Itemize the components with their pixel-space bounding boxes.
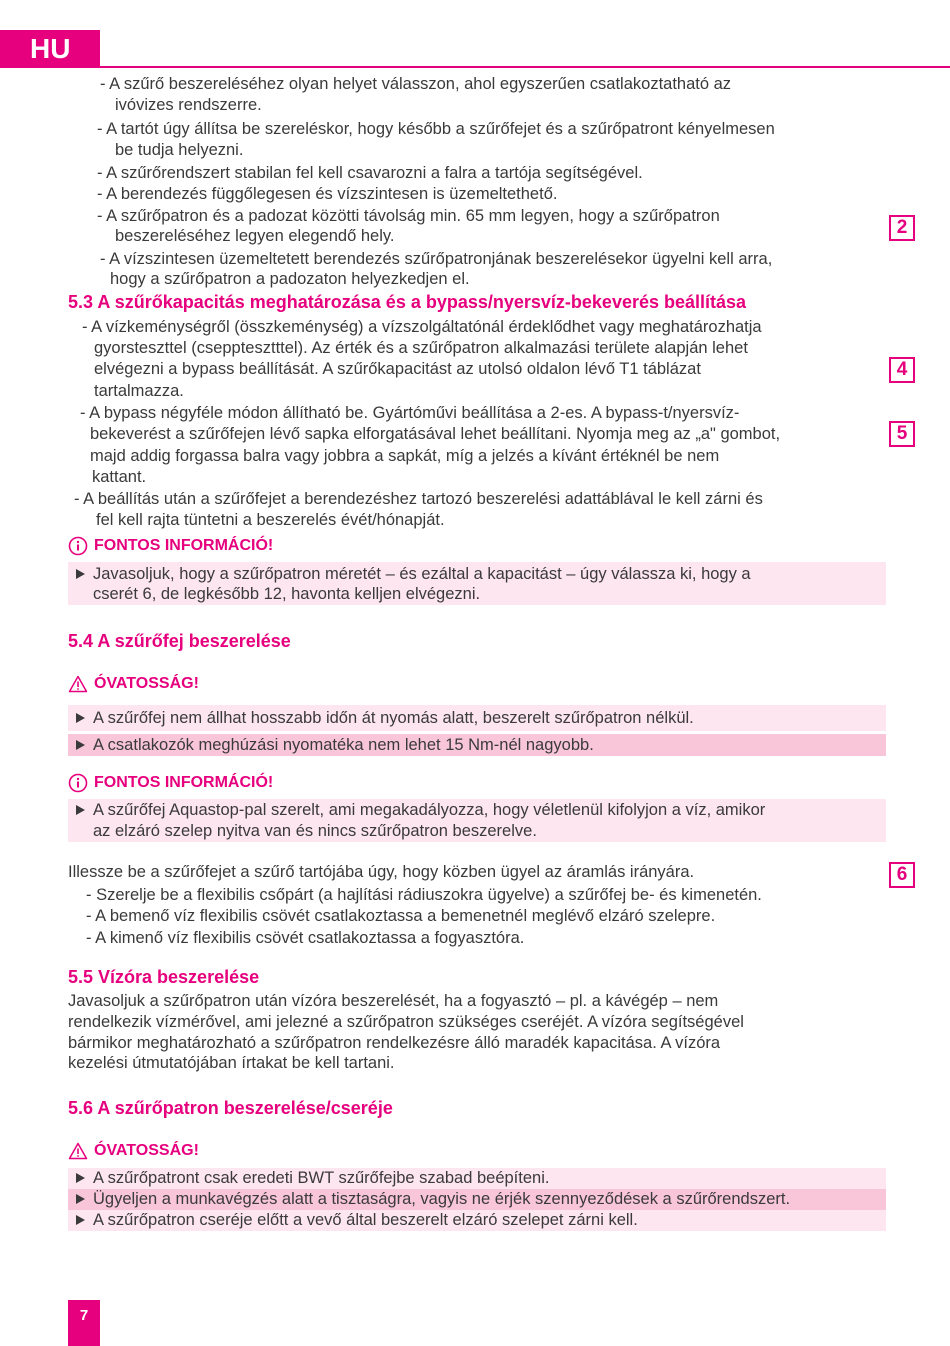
bullet-triangle-icon — [76, 1215, 85, 1225]
intro-line: beszereléséhez legyen elegendő hely. — [115, 227, 395, 245]
caution-line: A csatlakozók meghúzási nyomatéka nem lehet 15 Nm-nél nagyobb. — [76, 735, 594, 755]
caution-box — [68, 1189, 886, 1210]
s53-line: - A bypass négyféle módon állítható be. Gyártóművi beállítása a 2-es. A bypass-t/nyersvíz- — [80, 404, 740, 422]
page-number: 7 — [68, 1300, 100, 1346]
bullet-triangle-icon — [76, 740, 85, 750]
section-5-5-title: 5.5 Vízóra beszerelése — [68, 967, 260, 987]
warning-icon — [68, 675, 88, 693]
intro-line: - A vízszintesen üzemeltetett berendezés szűrőpatronjának beszerelésekor ügyelni kell arra, — [100, 250, 773, 268]
language-tab: HU — [0, 30, 100, 68]
figure-ref-6: 6 — [889, 862, 915, 888]
caution-box — [68, 1210, 886, 1231]
info-label-text: FONTOS INFORMÁCIÓ! — [94, 537, 274, 554]
s53-line: elvégezni a bypass beállítását. A szűrőkapacitást az utolsó oldalon lévő T1 táblázat — [94, 360, 701, 378]
figure-ref-4: 4 — [889, 357, 915, 383]
info-icon — [68, 773, 88, 793]
info-line: az elzáró szelep nyitva van és nincs szűrőpatron beszerelve. — [93, 822, 537, 840]
info-label — [68, 773, 273, 793]
caution-label-text: ÓVATOSSÁG! — [94, 1142, 199, 1159]
s53-line: bekeverést a szűrőfejen lévő sapka elforgatásával lehet beállítani. Nyomja meg az „a" gombot, — [90, 425, 781, 443]
figure-ref-2: 2 — [889, 215, 915, 241]
s53-line: tartalmazza. — [94, 382, 184, 400]
s54-step: - A kimenő víz flexibilis csövét csatlakoztassa a fogyasztóra. — [86, 929, 525, 947]
caution-line: A szűrőpatron cseréje előtt a vevő által beszerelt elzáró szelepet zárni kell. — [76, 1210, 638, 1230]
caution-box — [68, 705, 886, 731]
caution-label-text: ÓVATOSSÁG! — [94, 675, 199, 692]
intro-line: - A szűrőpatron és a padozat közötti távolság min. 65 mm legyen, hogy a szűrőpatron — [97, 207, 720, 225]
s53-line: - A beállítás után a szűrőfejet a berendezéshez tartozó beszerelési adattáblával le kell zárni és — [74, 490, 763, 508]
s53-line: - A vízkeménységről (összkeménység) a vízszolgáltatónál érdeklődhet vagy meghatározhatja — [82, 318, 762, 336]
intro-line: hogy a szűrőpatron a padozaton helyezkedjen el. — [110, 270, 470, 288]
warning-icon — [68, 1142, 88, 1160]
section-5-3-title: 5.3 A szűrőkapacitás meghatározása és a bypass/nyersvíz-bekeverés beállítása — [68, 292, 747, 312]
s54-step: - A bemenő víz flexibilis csövét csatlakoztassa a bemenetnél meglévő elzáró szelepre. — [86, 907, 716, 925]
caution-line: A szűrőfej nem állhat hosszabb időn át nyomás alatt, beszerelt szűrőpatron nélkül. — [76, 708, 694, 728]
s53-line: majd addig forgassa balra vagy jobbra a sapkát, míg a jelzés a kívánt értéknél be nem — [90, 447, 720, 465]
s53-line: gyorsteszttel (csepptesztttel). Az érték és a szűrőpatron alkalmazási területe alapján lehet — [94, 339, 748, 357]
intro-line: ivóvizes rendszerre. — [115, 96, 262, 114]
caution-box — [68, 1168, 886, 1189]
header-rule — [100, 66, 950, 68]
section-5-6-title: 5.6 A szűrőpatron beszerelése/cseréje — [68, 1098, 393, 1118]
caution-box — [68, 734, 886, 756]
bullet-triangle-icon — [76, 805, 85, 815]
intro-line: - A tartót úgy állítsa be szereléskor, hogy később a szűrőfejet és a szűrőpatront kényelmesen — [97, 120, 775, 138]
bullet-triangle-icon — [76, 1194, 85, 1204]
s53-line: kattant. — [92, 468, 147, 486]
info-box — [68, 562, 886, 605]
info-label — [68, 536, 273, 556]
intro-line: - A berendezés függőlegesen és vízszintesen is üzemeltethető. — [97, 185, 558, 203]
caution-line: A szűrőpatront csak eredeti BWT szűrőfejbe szabad beépíteni. — [76, 1168, 549, 1188]
bullet-triangle-icon — [76, 1173, 85, 1183]
info-label-text: FONTOS INFORMÁCIÓ! — [94, 774, 274, 791]
info-line: cserét 6, de legkésőbb 12, havonta kelljen elvégezni. — [93, 585, 481, 603]
section-5-4-title: 5.4 A szűrőfej beszerelése — [68, 631, 291, 651]
info-box — [68, 799, 886, 842]
caution-label — [68, 675, 199, 693]
figure-ref-5: 5 — [889, 421, 915, 447]
caution-label — [68, 1142, 199, 1160]
s55-line: Javasoljuk a szűrőpatron után vízóra beszerelését, ha a fogyasztó – pl. a kávégép – nem — [68, 992, 719, 1010]
caution-line: Ügyeljen a munkavégzés alatt a tisztaságra, vagyis ne érjék szennyeződések a szűrőrendszert. — [76, 1189, 790, 1209]
bullet-triangle-icon — [76, 713, 85, 723]
s55-line: bármikor meghatározható a szűrőpatron rendelkezésre álló maradék kapacitása. A vízóra — [68, 1034, 721, 1052]
s55-line: kezelési útmutatójában írtakat be kell tartani. — [68, 1054, 395, 1072]
intro-line: - A szűrő beszereléséhez olyan helyet válasszon, ahol egyszerűen csatlakoztatható az — [100, 75, 732, 93]
intro-line: be tudja helyezni. — [115, 141, 244, 159]
s55-line: rendelkezik vízmérővel, ami jelezné a szűrőpatron szükséges cseréjét. A vízóra segítségével — [68, 1013, 744, 1031]
info-line: Javasoljuk, hogy a szűrőpatron méretét – és ezáltal a kapacitást – úgy válassza ki, hogy a — [76, 564, 751, 584]
intro-line: - A szűrőrendszert stabilan fel kell csavarozni a falra a tartója segítségével. — [97, 164, 643, 182]
s53-line: fel kell rajta tüntetni a beszerelés évét/hónapját. — [96, 511, 445, 529]
s54-step: - Szerelje be a flexibilis csőpárt (a hajlítási rádiuszokra ügyelve) a szűrőfej be- és kimenetén. — [86, 886, 762, 904]
info-line: A szűrőfej Aquastop-pal szerelt, ami megakadályozza, hogy véletlenül kifolyjon a víz, amikor — [76, 800, 765, 820]
bullet-triangle-icon — [76, 569, 85, 579]
info-icon — [68, 536, 88, 556]
s54-body: Illessze be a szűrőfejet a szűrő tartójába úgy, hogy közben ügyel az áramlás irányára. — [68, 863, 695, 881]
